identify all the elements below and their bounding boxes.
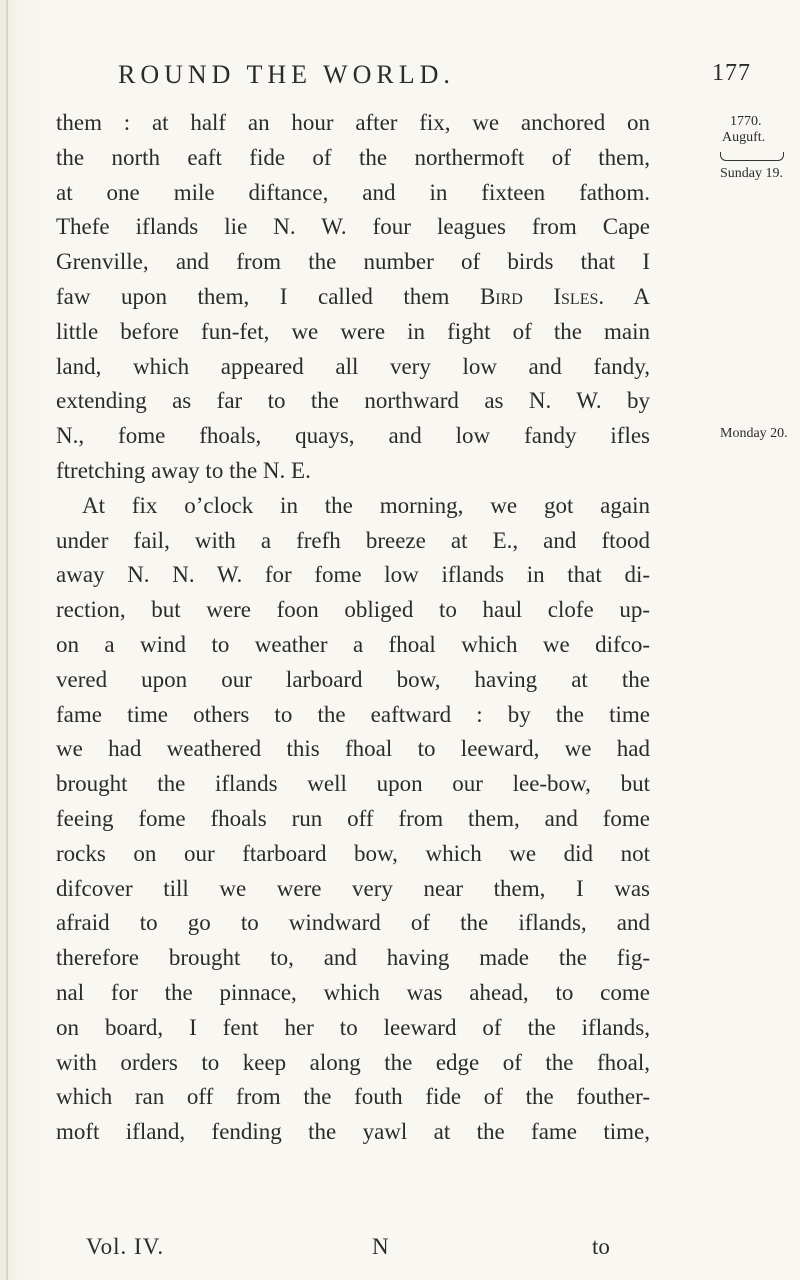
margin-date-sunday: Sunday 19.	[720, 166, 783, 181]
text-line: the north eaft fide of the northermoft of them,	[56, 144, 650, 170]
margin-brace	[720, 152, 784, 161]
text-line: at one mile diftance, and in fixteen fathom.	[56, 179, 650, 205]
text-line: vered upon our larboard bow, having at the	[56, 666, 650, 692]
text-line: feeing fome fhoals run off from them, and fome	[56, 805, 650, 831]
text-line: under fail, with a frefh breeze at E., and ftood	[56, 527, 650, 553]
text-line: ftretching away to the N. E.	[56, 457, 311, 483]
text-line-start: faw upon them, I called them	[56, 283, 450, 309]
text-line: on board, I fent her to leeward of the iflands,	[56, 1014, 650, 1040]
page-header	[40, 60, 751, 100]
margin-month: Auguft.	[722, 130, 766, 145]
text-line: moft ifland, fending the yawl at the fame time,	[56, 1119, 650, 1145]
margin-year: 1770.	[730, 114, 762, 129]
text-line: Grenville, and from the number of birds that I	[56, 249, 650, 275]
text-line: nal for the pinnace, which was ahead, to come	[56, 979, 650, 1005]
text-line: fame time others to the eaftward : by the time	[56, 701, 650, 727]
text-line: away N. N. W. for fome low iflands in that di-	[56, 562, 650, 588]
text-line: land, which appeared all very low and fandy,	[56, 353, 650, 379]
bird-isles-name: Bird Isles	[479, 283, 599, 309]
text-line: with orders to keep along the edge of the fhoal,	[56, 1049, 650, 1075]
text-line-end: . A	[598, 283, 651, 309]
text-line: on a wind to weather a fhoal which we difco-	[56, 631, 650, 657]
text-line: rocks on our ftarboard bow, which we did not	[56, 840, 650, 866]
text-line: N., fome fhoals, quays, and low fandy ifles	[56, 423, 650, 449]
margin-date-monday: Monday 20.	[720, 426, 788, 441]
text-line	[56, 280, 650, 315]
text-line: brought the iflands well upon our lee-bow, but	[56, 771, 650, 797]
gutter-shadow	[6, 0, 8, 1280]
text-line: difcover till we were very near them, I was	[56, 875, 650, 901]
text-line: little before fun-fet, we were in fight of the main	[56, 318, 650, 344]
volume-signature: Vol. IV.	[86, 1234, 165, 1259]
text-line: extending as far to the northward as N. W. by	[56, 388, 650, 414]
page-number: 177	[712, 60, 751, 86]
text-line: Thefe iflands lie N. W. four leagues from Cape	[56, 214, 650, 240]
text-line: afraid to go to windward of the iflands, and	[56, 910, 650, 936]
text-line: which ran off from the fouth fide of the fouther-	[56, 1084, 650, 1110]
text-line: rection, but were foon obliged to haul clofe up-	[56, 597, 650, 623]
text-line: therefore brought to, and having made the fig-	[56, 945, 650, 971]
catchword: to	[592, 1234, 610, 1259]
running-head: ROUND THE WORLD.	[118, 60, 455, 89]
text-line: At fix o’clock in the morning, we got again	[82, 492, 650, 518]
text-line: we had weathered this fhoal to leeward, we had	[56, 736, 650, 762]
signature-mark: N	[372, 1234, 389, 1259]
text-line: them : at half an hour after fix, we anchored on	[56, 110, 650, 135]
body-text	[56, 106, 650, 1150]
page-footer	[0, 1234, 800, 1268]
